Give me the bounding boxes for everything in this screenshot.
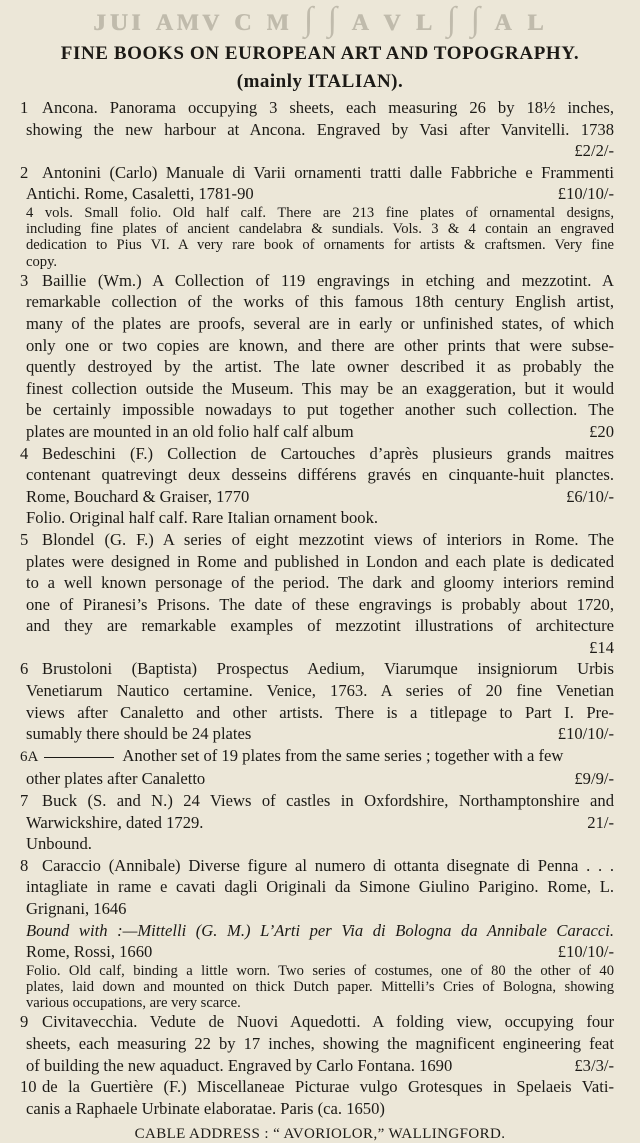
entry-number: 9 (20, 1012, 29, 1032)
entry-text: showing the new harbour at Ancona. Engraved by Vasi after Vanvitelli. 1738 (26, 119, 614, 139)
entry-text: Unbound. (26, 834, 92, 854)
entry-line (0, 399, 632, 421)
entry-number: 1 (20, 98, 29, 117)
cable-address-footer: CABLE ADDRESS : “ AVORIOLOR,” WALLINGFORD. (134, 1126, 506, 1143)
entry-text: one of Piranesi’s Prisons. The date of these engravings is probably about 1720, (26, 594, 614, 614)
entry-price: £14 (589, 637, 614, 657)
entry-text: Rome, Bouchard & Graiser, 1770 (26, 486, 250, 506)
entry-text: be certainly impossible nowadays to put together another such collection. The (26, 400, 614, 420)
entry-line (0, 920, 632, 942)
ditto-rule (44, 757, 114, 758)
catalogue-entry (0, 790, 640, 855)
entry-line (0, 658, 632, 680)
entry-line (0, 313, 632, 335)
entry-text: Rome, Rossi, 1660 (26, 942, 153, 962)
entry-line (0, 291, 632, 313)
entry-text: remarkable collection of the works of this famous 18th century English artist, (26, 292, 614, 312)
entry-line (0, 162, 632, 184)
entry-text: canis a Raphaele Urbinate elaboratae. Paris (ca. 1650) (26, 1098, 385, 1118)
entry-text: Buck (S. and N.) 24 Views of castles in Oxfordshire, Northamptonshire and (42, 791, 614, 811)
entry-line (0, 898, 632, 920)
entry-text: plates were designed in Rome and published in London and each plate is dedicated (26, 551, 614, 571)
entry-line (0, 702, 632, 724)
entry-line (0, 680, 632, 702)
entry-number: 3 (20, 270, 29, 290)
entry-line (0, 855, 632, 877)
entry-price: £6/10/- (566, 486, 614, 506)
entry-line (0, 486, 632, 508)
catalogue-entry (0, 270, 640, 443)
entry-line (0, 594, 632, 616)
entry-number: 4 (20, 443, 29, 463)
entry-description: Folio. Old calf, binding a little worn. Two series of costumes, one of 80 the other of 40 (26, 962, 614, 979)
page-subtitle: (mainly ITALIAN). (236, 71, 404, 92)
entry-number: 7 (20, 791, 29, 811)
entry-price: £10/10/- (557, 942, 614, 962)
entry-line (0, 1076, 632, 1098)
entry-text: intagliate in rame e cavati dagli Originali da Simone Giulino Parigino. Rome, L. (26, 877, 614, 897)
entry-text: of building the new aquaduct. Engraved by Carlo Fontana. 1690 (26, 1055, 453, 1075)
entry-line (0, 876, 632, 898)
entry-number: 8 (20, 855, 29, 875)
catalogue-entry (0, 529, 640, 659)
entry-text: other plates after Canaletto (26, 769, 206, 789)
entry-text: Another set of 19 plates from the same series ; together with a few (122, 745, 564, 765)
catalogue-page (0, 40, 640, 1143)
catalogue-entry (0, 658, 640, 744)
entry-text: contenant quatrevingt deux desseins différens gravés en cinquante-huit planctes. (26, 465, 614, 485)
entry-price: 21/- (587, 812, 614, 832)
catalogue-entry (0, 162, 640, 270)
entry-line (0, 183, 632, 205)
entry-line (0, 551, 632, 573)
page-title: FINE BOOKS ON EUROPEAN ART AND TOPOGRAPHY. (60, 43, 580, 64)
entry-number: 5 (20, 529, 29, 549)
entry-line (0, 1011, 632, 1033)
entry-text: Blondel (G. F.) A series of eight mezzotint views of interiors in Rome. The (42, 529, 614, 549)
entry-line (0, 335, 632, 357)
entry-line (0, 119, 632, 141)
entry-line (0, 464, 632, 486)
entry-text: Ancona. Panorama occupying 3 sheets, each measuring 26 by 18½ inches, (42, 98, 614, 117)
entry-line (0, 529, 632, 551)
entry-line (0, 97, 632, 119)
entry-text: Folio. Original half calf. Rare Italian ornament book. (26, 508, 379, 528)
entry-text: quently destroyed by the artist. The late owner described it as probably the (26, 357, 614, 377)
entry-text: Grignani, 1646 (26, 899, 127, 918)
entry-text: views after Canaletto and other artists. There is a titlepage to Part I. Pre- (26, 702, 614, 722)
entry-text: plates are mounted in an old folio half calf album (26, 421, 354, 441)
entry-text: Brustoloni (Baptista) Prospectus Aedium, Viarumque insigniorum Urbis (42, 659, 614, 679)
entry-price: £10/10/- (557, 184, 614, 204)
entry-line (0, 1098, 632, 1120)
entry-line (0, 745, 632, 769)
entry-text: to a well known personage of the period. The dark and gloomy interiors remind (26, 573, 614, 593)
entry-line (0, 723, 632, 745)
entry-number: 10 (20, 1077, 37, 1097)
bleed-through-lettering: ᴊᴜɪ ᴀᴍᴠ ᴄ ᴍ ∫ ∫ ᴀ ᴠ ʟ ∫ ∫ ᴀ ʟ (93, 1, 547, 38)
entry-text: Warwickshire, dated 1729. (26, 812, 204, 832)
entry-description: various occupations, are very scarce. (26, 995, 241, 1012)
entry-text: Bedeschini (F.) Collection de Cartouches d’après plusieurs grands maitres (42, 443, 614, 463)
entry-text: Baillie (Wm.) A Collection of 119 engravings in etching and mezzotint. A (42, 270, 614, 290)
entry-text: finest collection outside the Museum. This may be an exaggeration, but it would (26, 378, 614, 398)
entry-text: de la Guertière (F.) Miscellaneae Picturae vulgo Grotesques in Spelaeis Vati- (42, 1077, 614, 1097)
entry-price: £2/2/- (574, 141, 614, 161)
entry-line (0, 572, 632, 594)
catalogue-entry (0, 1076, 640, 1119)
entry-text: Civitavecchia. Vedute de Nuovi Aquedotti. A folding view, occupying four (42, 1012, 614, 1032)
entry-number: 6A (20, 748, 39, 765)
entry-text: sheets, each measuring 22 by 17 inches, showing the magnificent engineering feat (26, 1033, 614, 1053)
entry-line (0, 768, 632, 790)
entry-line (0, 1055, 632, 1077)
entry-description: copy. (26, 253, 58, 270)
catalogue-entry (0, 855, 640, 1012)
entry-line (0, 356, 632, 378)
entry-price: £3/3/- (574, 1055, 614, 1075)
entry-description: plates, laid down and mounted on thick Dutch paper. Mittelli’s Cries of Bologna, showing (26, 978, 614, 995)
entry-line (0, 812, 632, 834)
entry-line (0, 270, 632, 292)
entry-line (0, 140, 632, 162)
catalogue-entry (0, 443, 640, 529)
entry-line (0, 443, 632, 465)
entry-text: Bound with :—Mittelli (G. M.) L’Arti per Via di Bologna da Annibale Caracci. (26, 920, 614, 940)
entry-text: Antichi. Rome, Casaletti, 1781-90 (26, 184, 254, 204)
entry-text: sumably there should be 24 plates (26, 724, 252, 744)
entry-text: many of the plates are proofs, several are in early or unfinished states, of which (26, 313, 614, 333)
entry-number: 2 (20, 162, 29, 182)
entry-text: only one or two copies are known, and there are other prints that were subse- (26, 335, 614, 355)
entry-text: Caraccio (Annibale) Diverse figure al numero di ottanta disegnate di Penna . . . (42, 855, 614, 875)
entry-line (0, 421, 632, 443)
catalogue-entry (0, 1011, 640, 1076)
entry-number: 6 (20, 659, 29, 679)
entry-line (0, 615, 632, 637)
entry-line (0, 1033, 632, 1055)
entry-text: Venetiarum Nautico certamine. Venice, 1763. A series of 20 fine Venetian (26, 681, 614, 701)
entry-line (0, 378, 632, 400)
entry-text: Antonini (Carlo) Manuale di Varii ornamenti tratti dalle Fabbriche e Frammenti (42, 162, 614, 182)
catalogue-entry (0, 97, 640, 162)
entry-price: £20 (589, 421, 614, 441)
catalogue-entry (0, 745, 640, 790)
entry-line (0, 637, 632, 659)
entry-line (0, 507, 632, 529)
entry-line (0, 833, 632, 855)
entry-line (0, 790, 632, 812)
entry-price: £9/9/- (574, 769, 614, 789)
entry-text: and they are remarkable examples of mezzotint illustrations of architecture (26, 616, 614, 636)
entry-description: including fine plates of ancient candelabra & sundials. Vols. 3 & 4 contain an engraved (26, 221, 614, 238)
entry-description: dedication to Pius VI. A very rare book of ornaments for artists & craftsmen. Very fine (26, 237, 614, 254)
entry-price: £10/10/- (557, 724, 614, 744)
entry-line (0, 941, 632, 963)
entry-description: 4 vols. Small folio. Old half calf. There are 213 fine plates of ornamental designs, (26, 204, 614, 221)
